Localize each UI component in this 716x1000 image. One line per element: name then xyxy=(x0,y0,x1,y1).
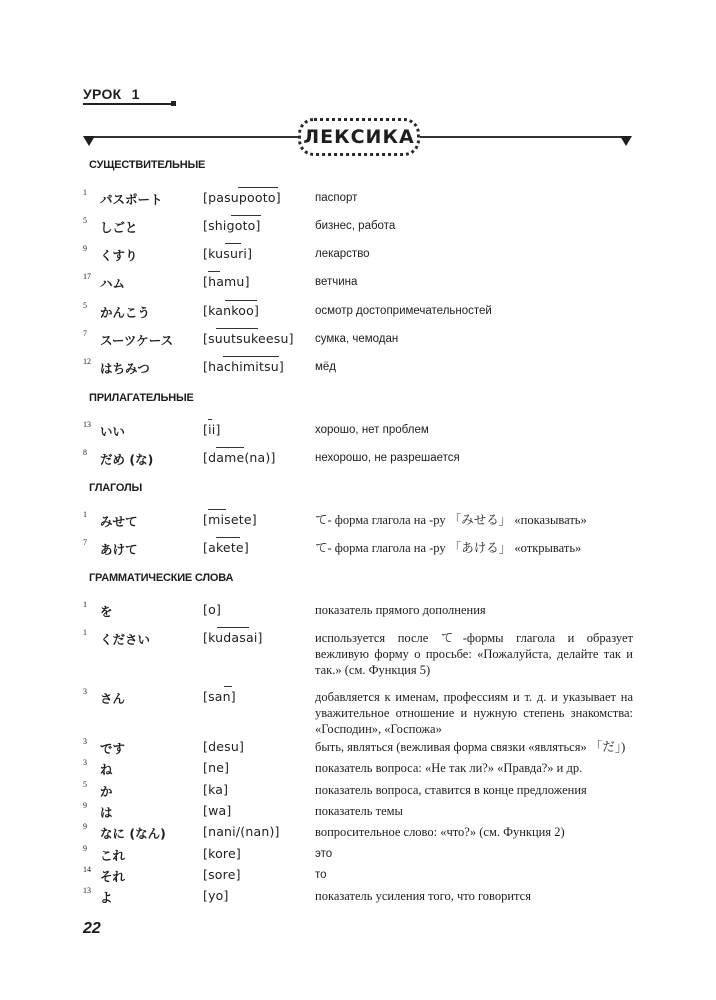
lesson-ref: 13 xyxy=(83,420,91,429)
romaji: [hachimitsu] xyxy=(203,359,284,374)
romaji: [desu] xyxy=(203,739,245,754)
translation: лекарство xyxy=(315,248,370,260)
lesson-ref: 9 xyxy=(83,801,87,810)
lesson-ref: 3 xyxy=(83,737,87,746)
banner-line-right xyxy=(414,136,628,138)
romaji: [kore] xyxy=(203,846,241,861)
japanese-word: です xyxy=(100,741,126,756)
japanese-word: よ xyxy=(100,890,113,905)
section-banner: ЛЕКСИКА xyxy=(298,118,420,156)
romaji: [san] xyxy=(203,689,236,704)
translation: осмотр достопримечательностей xyxy=(315,305,492,317)
translation: хорошо, нет проблем xyxy=(315,424,429,436)
section-heading-adjectives: ПРИЛАГАТЕЛЬНЫЕ xyxy=(89,392,194,404)
section-heading-verbs: ГЛАГОЛЫ xyxy=(89,482,143,494)
japanese-word: これ xyxy=(100,848,126,863)
japanese-word: なに (なん) xyxy=(100,826,166,841)
lesson-ref: 1 xyxy=(83,628,87,637)
japanese-word: いい xyxy=(100,424,126,439)
lesson-ref: 7 xyxy=(83,329,87,338)
translation: показатель вопроса: «Не так ли?» «Правда?» и др. xyxy=(315,761,583,775)
romaji: [kudasai] xyxy=(203,630,263,645)
lesson-title-underline xyxy=(83,103,174,105)
page-number: 22 xyxy=(83,920,101,937)
romaji: [dame(na)] xyxy=(203,450,276,465)
romaji: [ne] xyxy=(203,760,230,775)
lesson-ref: 1 xyxy=(83,188,87,197)
translation: показатель вопроса, ставится в конце предложения xyxy=(315,783,587,797)
lesson-ref: 14 xyxy=(83,865,91,874)
romaji: [sore] xyxy=(203,867,241,882)
romaji: [shigoto] xyxy=(203,218,261,233)
lesson-ref: 17 xyxy=(83,272,91,281)
translation: бизнес, работа xyxy=(315,220,396,232)
romaji: [suutsukeesu] xyxy=(203,331,294,346)
japanese-word: だめ (な) xyxy=(100,452,154,467)
translation: паспорт xyxy=(315,192,358,204)
lesson-ref: 9 xyxy=(83,844,87,853)
lesson-title: УРОК 1 xyxy=(83,86,140,102)
japanese-word: ね xyxy=(100,762,113,777)
lesson-ref: 1 xyxy=(83,600,87,609)
translation: сумка, чемодан xyxy=(315,333,399,345)
lesson-ref: 1 xyxy=(83,510,87,519)
romaji: [kusuri] xyxy=(203,246,253,261)
lesson-ref: 3 xyxy=(83,687,87,696)
romaji: [yo] xyxy=(203,888,229,903)
lesson-ref: 13 xyxy=(83,886,91,895)
lesson-ref: 12 xyxy=(83,357,91,366)
japanese-word: かんこう xyxy=(100,305,151,320)
translation: て- форма глагола на -ру 「みせる」 «показывать» xyxy=(315,513,587,527)
translation: показатель темы xyxy=(315,804,403,818)
translation: て- форма глагола на -ру 「あける」 «открывать» xyxy=(315,541,582,555)
japanese-word: スーツケース xyxy=(100,333,174,348)
lesson-ref: 7 xyxy=(83,538,87,547)
section-heading-grammar-words: ГРАММАТИЧЕСКИЕ СЛОВА xyxy=(89,572,234,584)
lesson-ref: 3 xyxy=(83,758,87,767)
lesson-ref: 5 xyxy=(83,780,87,789)
section-heading-nouns: СУЩЕСТВИТЕЛЬНЫЕ xyxy=(89,159,206,171)
lesson-ref: 9 xyxy=(83,822,87,831)
japanese-word: は xyxy=(100,805,113,820)
romaji: [ka] xyxy=(203,782,229,797)
japanese-word: しごと xyxy=(100,220,138,235)
japanese-word: さん xyxy=(100,691,126,706)
translation: используется после て-формы глагола и образует вежливую форму о просьбе: «Пожалуйста, делайте так и так.» (см. Функция 5) xyxy=(315,631,633,677)
translation: ветчина xyxy=(315,276,358,288)
lesson-ref: 9 xyxy=(83,244,87,253)
japanese-word: みせて xyxy=(100,514,138,529)
lesson-ref: 8 xyxy=(83,448,87,457)
translation: показатель прямого дополнения xyxy=(315,603,486,617)
romaji: [nani/(nan)] xyxy=(203,824,280,839)
translation: то xyxy=(315,869,327,881)
romaji: [akete] xyxy=(203,540,249,555)
triangle-left-icon xyxy=(83,136,95,146)
translation: это xyxy=(315,848,333,860)
romaji: [kankoo] xyxy=(203,303,260,318)
japanese-word: パスポート xyxy=(100,192,163,207)
japanese-word: ください xyxy=(100,632,151,647)
translation: показатель усиления того, что говорится xyxy=(315,889,531,903)
triangle-right-icon xyxy=(620,136,632,146)
banner-line-left xyxy=(88,136,300,138)
romaji: [wa] xyxy=(203,803,232,818)
translation: добавляется к именам, профессиям и т. д. и указывает на уважительное отношение и нужную степень знакомства: «Господин», «Госпожа» xyxy=(315,690,633,736)
romaji: [o] xyxy=(203,602,222,617)
translation: быть, являться (вежливая форма связки «являться» 「だ」) xyxy=(315,740,626,754)
romaji: [misete] xyxy=(203,512,257,527)
japanese-word: あけて xyxy=(100,542,138,557)
lesson-ref: 5 xyxy=(83,301,87,310)
translation: нехорошо, не разрешается xyxy=(315,452,460,464)
japanese-word: はちみつ xyxy=(100,361,150,376)
romaji: [pasupooto] xyxy=(203,190,281,205)
lesson-ref: 5 xyxy=(83,216,87,225)
romaji: [hamu] xyxy=(203,274,250,289)
japanese-word: を xyxy=(100,604,113,619)
japanese-word: それ xyxy=(100,869,126,884)
translation: мёд xyxy=(315,361,337,373)
japanese-word: ハム xyxy=(100,276,126,291)
romaji: [ii] xyxy=(203,422,221,437)
translation: вопросительное слово: «что?» (см. Функция 2) xyxy=(315,825,565,839)
japanese-word: か xyxy=(100,784,113,799)
japanese-word: くすり xyxy=(100,248,138,263)
